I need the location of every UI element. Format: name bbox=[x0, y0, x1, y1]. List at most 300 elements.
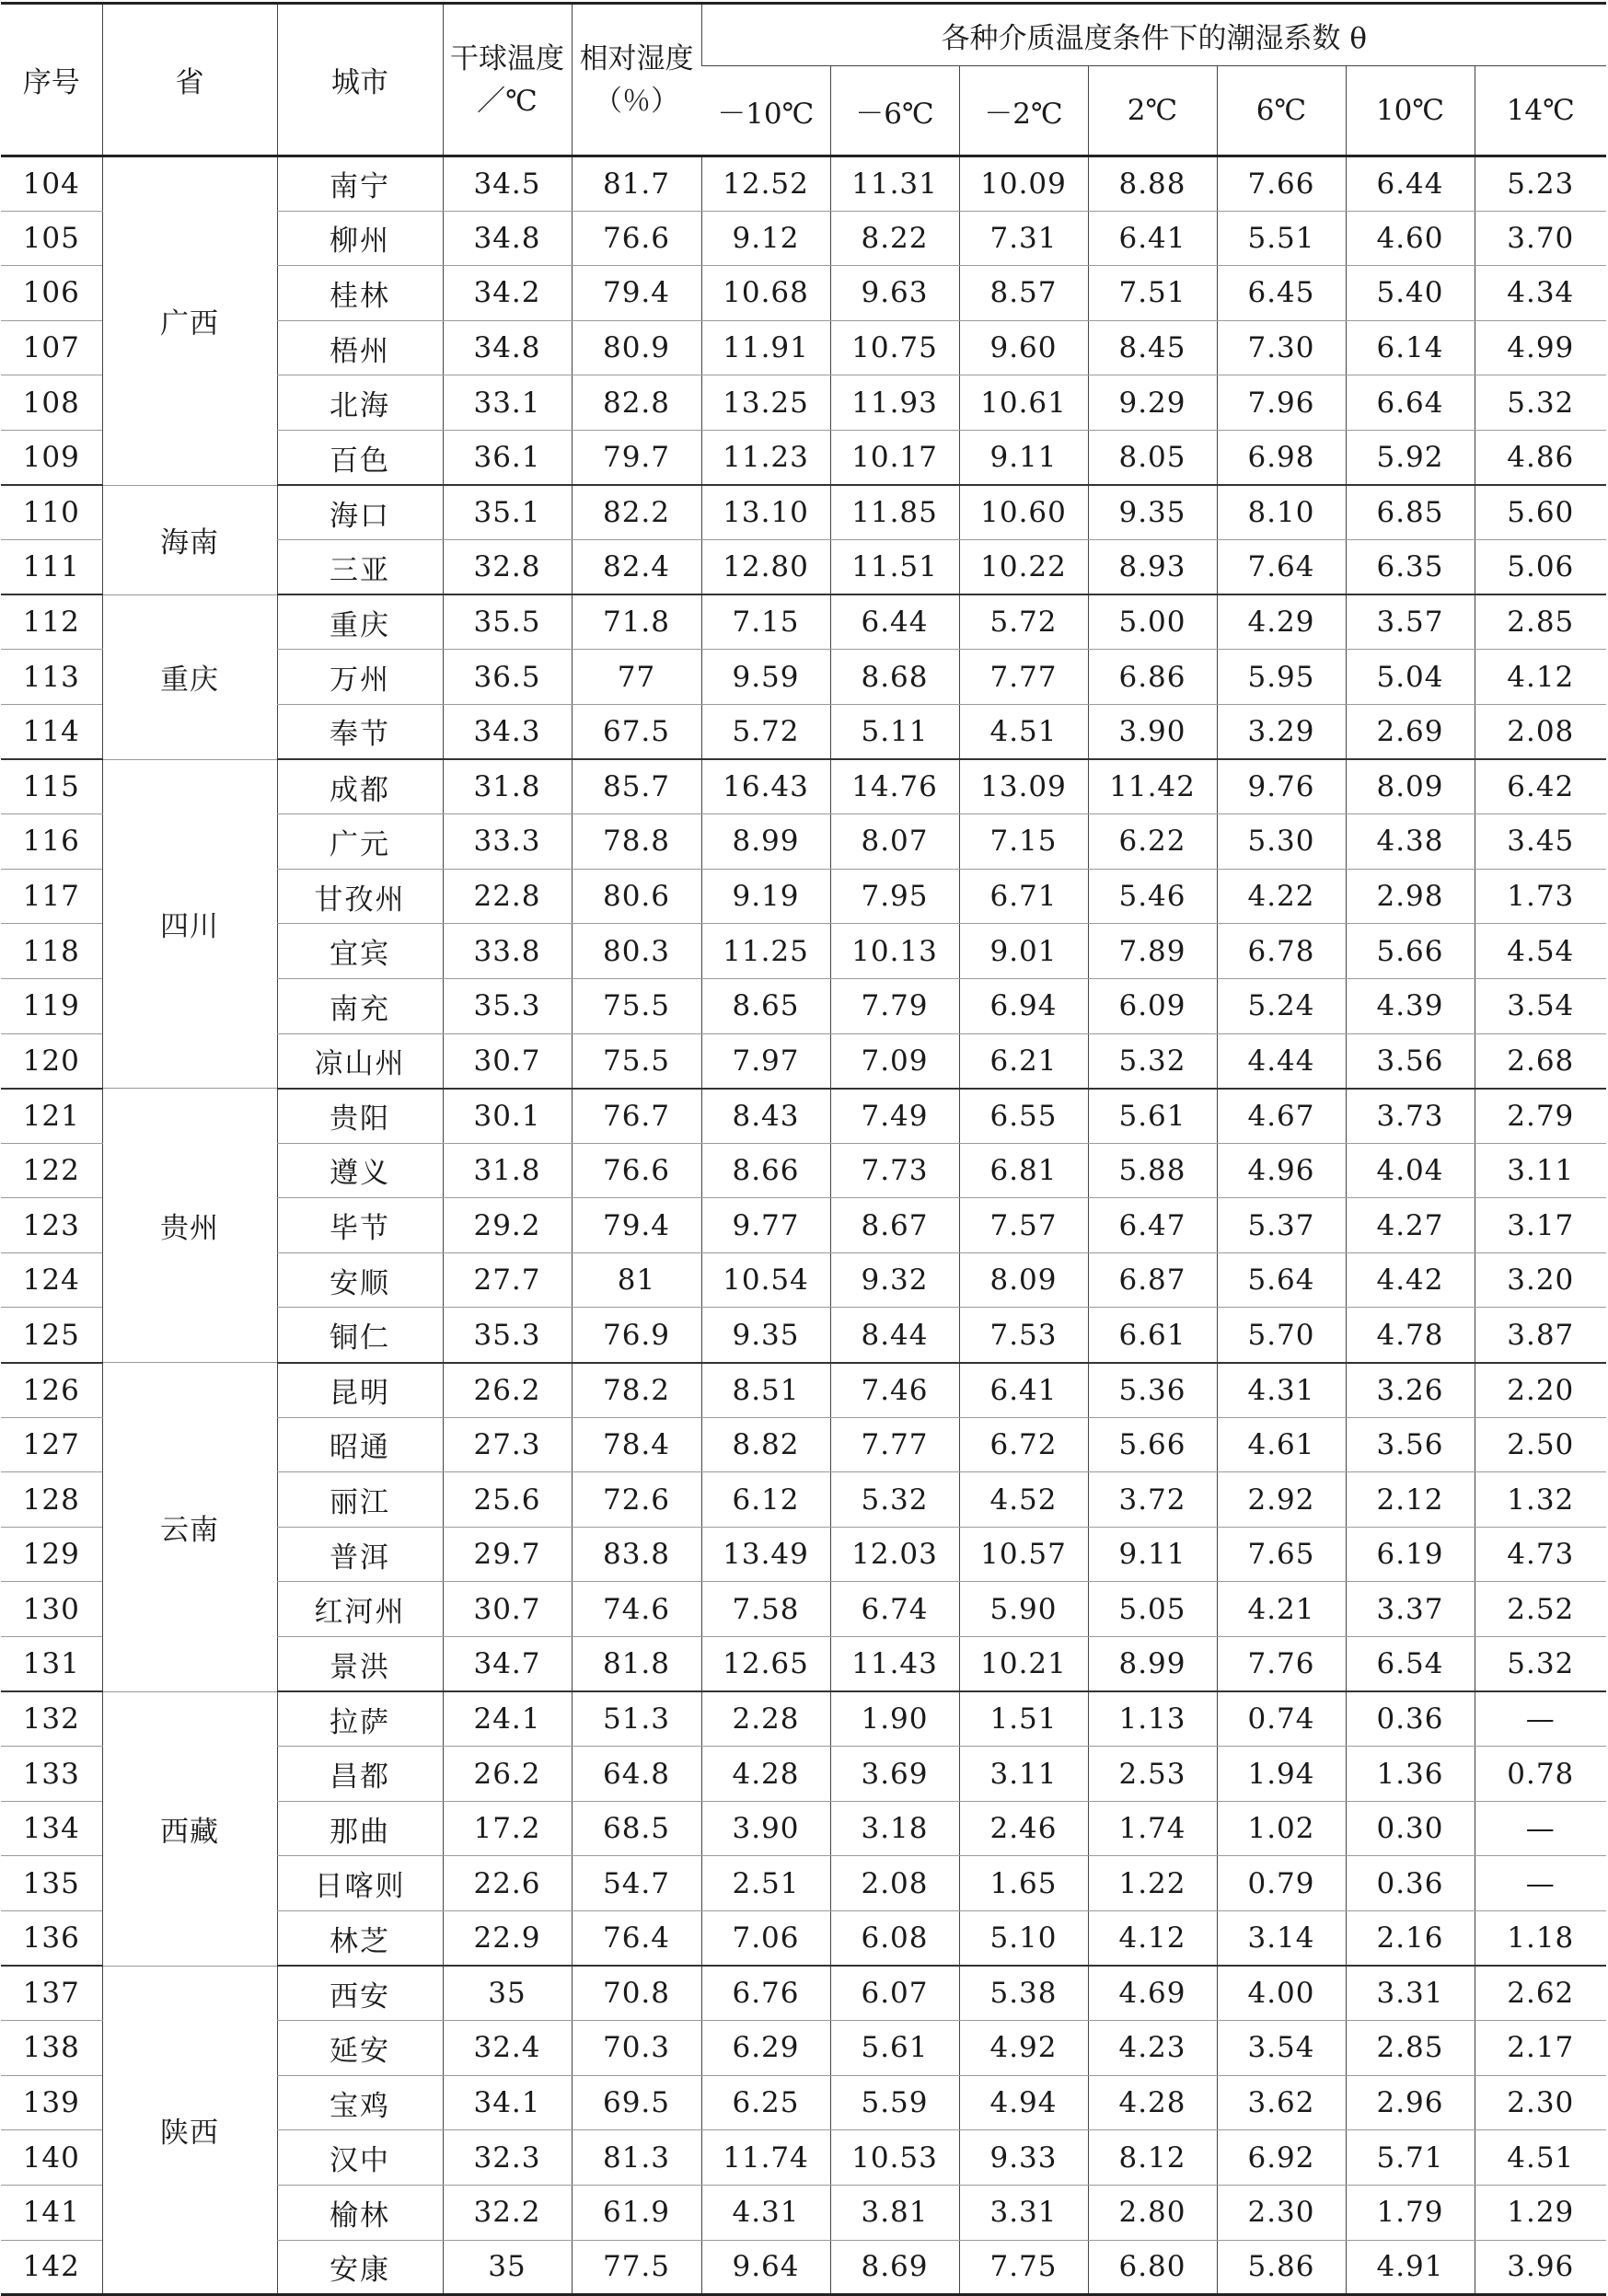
province-cell: 西藏 bbox=[102, 1691, 277, 1966]
coefficient-cell: 9.35 bbox=[1088, 485, 1217, 540]
coefficient-cell: 6.98 bbox=[1217, 430, 1346, 485]
coefficient-cell: 2.30 bbox=[1217, 2185, 1346, 2240]
dry-bulb-cell: 22.9 bbox=[443, 1911, 572, 1967]
city-cell: 林芝 bbox=[277, 1911, 443, 1967]
seq-cell: 118 bbox=[1, 924, 102, 979]
coefficient-cell: 6.22 bbox=[1088, 814, 1217, 870]
city-cell: 凉山州 bbox=[277, 1033, 443, 1089]
coefficient-cell: 1.51 bbox=[959, 1691, 1088, 1747]
coefficient-cell: 1.02 bbox=[1217, 1801, 1346, 1856]
coefficient-cell: 9.12 bbox=[701, 211, 830, 266]
dry-bulb-cell: 34.3 bbox=[443, 704, 572, 759]
dry-bulb-cell: 34.7 bbox=[443, 1637, 572, 1692]
coefficient-cell: 1.22 bbox=[1088, 1856, 1217, 1911]
coefficient-cell: 4.96 bbox=[1217, 1143, 1346, 1198]
dry-bulb-cell: 22.6 bbox=[443, 1856, 572, 1911]
coefficient-cell: 13.25 bbox=[701, 375, 830, 431]
humidity-cell: 67.5 bbox=[572, 704, 701, 759]
coefficient-cell: 4.61 bbox=[1217, 1417, 1346, 1472]
humidity-cell: 51.3 bbox=[572, 1691, 701, 1747]
coefficient-cell: 11.25 bbox=[701, 924, 830, 979]
coefficient-cell: 10.17 bbox=[830, 430, 959, 485]
coefficient-cell: 6.92 bbox=[1217, 2130, 1346, 2186]
coefficient-cell: 0.36 bbox=[1346, 1856, 1475, 1911]
humidity-cell: 82.4 bbox=[572, 540, 701, 595]
coefficient-cell: 0.74 bbox=[1217, 1691, 1346, 1747]
dry-bulb-cell: 26.2 bbox=[443, 1363, 572, 1418]
coefficient-cell: 9.60 bbox=[959, 320, 1088, 375]
coefficient-cell: 10.54 bbox=[701, 1252, 830, 1308]
dry-bulb-cell: 25.6 bbox=[443, 1472, 572, 1528]
coefficient-cell: 5.37 bbox=[1217, 1198, 1346, 1253]
dry-bulb-cell: 32.4 bbox=[443, 2021, 572, 2076]
coefficient-cell: 3.18 bbox=[830, 1801, 959, 1856]
coefficient-cell: 10.21 bbox=[959, 1637, 1088, 1692]
seq-cell: 131 bbox=[1, 1637, 102, 1692]
coefficient-cell: 9.35 bbox=[701, 1308, 830, 1363]
header-temp-3: 2℃ bbox=[1088, 66, 1217, 156]
humidity-cell: 75.5 bbox=[572, 978, 701, 1033]
coefficient-cell: 2.17 bbox=[1475, 2021, 1606, 2076]
coefficient-cell: 9.29 bbox=[1088, 375, 1217, 431]
coefficient-cell: 4.22 bbox=[1217, 869, 1346, 924]
dry-bulb-cell: 17.2 bbox=[443, 1801, 572, 1856]
humidity-cell: 82.2 bbox=[572, 485, 701, 540]
coefficient-cell: 4.28 bbox=[1088, 2075, 1217, 2130]
coefficient-cell: 6.08 bbox=[830, 1911, 959, 1967]
coefficient-cell: 2.69 bbox=[1346, 704, 1475, 759]
coefficient-cell: 5.04 bbox=[1346, 650, 1475, 705]
seq-cell: 122 bbox=[1, 1143, 102, 1198]
coefficient-cell: 4.29 bbox=[1217, 594, 1346, 650]
dry-bulb-cell: 35 bbox=[443, 1966, 572, 2021]
coefficient-cell: 8.10 bbox=[1217, 485, 1346, 540]
coefficient-cell: 8.51 bbox=[701, 1363, 830, 1418]
coefficient-cell: 4.44 bbox=[1217, 1033, 1346, 1089]
coefficient-cell: 8.43 bbox=[701, 1089, 830, 1144]
seq-cell: 117 bbox=[1, 869, 102, 924]
coefficient-cell: 3.62 bbox=[1217, 2075, 1346, 2130]
coefficient-cell: 7.66 bbox=[1217, 156, 1346, 212]
coefficient-cell: 5.06 bbox=[1475, 540, 1606, 595]
coefficient-cell: 9.64 bbox=[701, 2240, 830, 2295]
province-cell: 海南 bbox=[102, 485, 277, 594]
header-seq: 序号 bbox=[1, 4, 102, 156]
coefficient-cell: 7.30 bbox=[1217, 320, 1346, 375]
coefficient-cell: 5.64 bbox=[1217, 1252, 1346, 1308]
coefficient-cell: 7.51 bbox=[1088, 266, 1217, 321]
humidity-cell: 78.8 bbox=[572, 814, 701, 870]
coefficient-cell: 6.21 bbox=[959, 1033, 1088, 1089]
coefficient-cell: 2.46 bbox=[959, 1801, 1088, 1856]
coefficient-cell: 1.18 bbox=[1475, 1911, 1606, 1967]
city-cell: 普洱 bbox=[277, 1527, 443, 1582]
humidity-cell: 78.2 bbox=[572, 1363, 701, 1418]
humidity-cell: 70.3 bbox=[572, 2021, 701, 2076]
humidity-cell: 79.7 bbox=[572, 430, 701, 485]
dry-bulb-cell: 32.8 bbox=[443, 540, 572, 595]
coefficient-cell: 3.96 bbox=[1475, 2240, 1606, 2295]
coefficient-cell: 7.65 bbox=[1217, 1527, 1346, 1582]
coefficient-cell: 8.09 bbox=[1346, 759, 1475, 814]
header-temp-1: －6℃ bbox=[830, 66, 959, 156]
coefficient-cell: — bbox=[1475, 1856, 1606, 1911]
coefficient-cell: 6.61 bbox=[1088, 1308, 1217, 1363]
coefficient-cell: 6.78 bbox=[1217, 924, 1346, 979]
coefficient-cell: 6.87 bbox=[1088, 1252, 1217, 1308]
coefficient-cell: 2.62 bbox=[1475, 1966, 1606, 2021]
coefficient-cell: 6.41 bbox=[959, 1363, 1088, 1418]
seq-cell: 107 bbox=[1, 320, 102, 375]
coefficient-cell: 2.08 bbox=[830, 1856, 959, 1911]
seq-cell: 106 bbox=[1, 266, 102, 321]
coefficient-cell: 4.00 bbox=[1217, 1966, 1346, 2021]
coefficient-cell: 6.76 bbox=[701, 1966, 830, 2021]
coefficient-cell: 6.47 bbox=[1088, 1198, 1217, 1253]
dry-bulb-cell: 32.3 bbox=[443, 2130, 572, 2186]
dry-bulb-cell: 33.8 bbox=[443, 924, 572, 979]
coefficient-cell: 11.31 bbox=[830, 156, 959, 212]
dry-bulb-cell: 33.1 bbox=[443, 375, 572, 431]
coefficient-cell: 5.72 bbox=[959, 594, 1088, 650]
coefficient-cell: 6.94 bbox=[959, 978, 1088, 1033]
city-cell: 广元 bbox=[277, 814, 443, 870]
coefficient-cell: 8.69 bbox=[830, 2240, 959, 2295]
dry-bulb-cell: 35 bbox=[443, 2240, 572, 2295]
dry-bulb-cell: 26.2 bbox=[443, 1747, 572, 1802]
dry-bulb-cell: 35.1 bbox=[443, 485, 572, 540]
table-row bbox=[1, 1966, 1606, 2021]
coefficient-cell: 1.74 bbox=[1088, 1801, 1217, 1856]
dry-bulb-cell: 31.8 bbox=[443, 1143, 572, 1198]
seq-cell: 109 bbox=[1, 430, 102, 485]
humidity-cell: 70.8 bbox=[572, 1966, 701, 2021]
coefficient-cell: 5.86 bbox=[1217, 2240, 1346, 2295]
coefficient-cell: 5.70 bbox=[1217, 1308, 1346, 1363]
dry-bulb-cell: 29.7 bbox=[443, 1527, 572, 1582]
city-cell: 昭通 bbox=[277, 1417, 443, 1472]
dry-bulb-cell: 22.8 bbox=[443, 869, 572, 924]
coefficient-cell: 5.72 bbox=[701, 704, 830, 759]
coefficient-cell: 5.30 bbox=[1217, 814, 1346, 870]
coefficient-cell: 4.91 bbox=[1346, 2240, 1475, 2295]
coefficient-cell: 4.52 bbox=[959, 1472, 1088, 1528]
coefficient-cell: 2.79 bbox=[1475, 1089, 1606, 1144]
city-cell: 昆明 bbox=[277, 1363, 443, 1418]
coefficient-cell: 7.09 bbox=[830, 1033, 959, 1089]
city-cell: 奉节 bbox=[277, 704, 443, 759]
coefficient-cell: 8.07 bbox=[830, 814, 959, 870]
humidity-cell: 77.5 bbox=[572, 2240, 701, 2295]
coefficient-cell: 4.28 bbox=[701, 1747, 830, 1802]
coefficient-cell: 0.79 bbox=[1217, 1856, 1346, 1911]
coefficient-cell: 6.25 bbox=[701, 2075, 830, 2130]
city-cell: 三亚 bbox=[277, 540, 443, 595]
seq-cell: 129 bbox=[1, 1527, 102, 1582]
coefficient-cell: 2.30 bbox=[1475, 2075, 1606, 2130]
coefficient-cell: 10.13 bbox=[830, 924, 959, 979]
coefficient-cell: 5.32 bbox=[830, 1472, 959, 1528]
coefficient-cell: 6.07 bbox=[830, 1966, 959, 2021]
coefficient-cell: 10.68 bbox=[701, 266, 830, 321]
coefficient-cell: 6.81 bbox=[959, 1143, 1088, 1198]
coefficient-cell: 10.22 bbox=[959, 540, 1088, 595]
coefficient-cell: 3.45 bbox=[1475, 814, 1606, 870]
humidity-cell: 81.3 bbox=[572, 2130, 701, 2186]
dry-bulb-cell: 35.3 bbox=[443, 1308, 572, 1363]
coefficient-cell: 7.46 bbox=[830, 1363, 959, 1418]
coefficient-cell: 5.24 bbox=[1217, 978, 1346, 1033]
seq-cell: 128 bbox=[1, 1472, 102, 1528]
seq-cell: 108 bbox=[1, 375, 102, 431]
coefficient-cell: 7.79 bbox=[830, 978, 959, 1033]
seq-cell: 104 bbox=[1, 156, 102, 212]
coefficient-cell: 5.23 bbox=[1475, 156, 1606, 212]
coefficient-cell: 3.90 bbox=[1088, 704, 1217, 759]
seq-cell: 112 bbox=[1, 594, 102, 650]
header-temp-6: 14℃ bbox=[1475, 66, 1606, 156]
dry-bulb-cell: 35.5 bbox=[443, 594, 572, 650]
coefficient-cell: 2.92 bbox=[1217, 1472, 1346, 1528]
coefficient-cell: 6.14 bbox=[1346, 320, 1475, 375]
seq-cell: 139 bbox=[1, 2075, 102, 2130]
coefficient-cell: 2.52 bbox=[1475, 1582, 1606, 1637]
coefficient-cell: 9.76 bbox=[1217, 759, 1346, 814]
dry-bulb-cell: 30.7 bbox=[443, 1582, 572, 1637]
province-cell: 四川 bbox=[102, 759, 277, 1089]
coefficient-cell: 6.41 bbox=[1088, 211, 1217, 266]
coefficient-cell: 4.42 bbox=[1346, 1252, 1475, 1308]
coefficient-cell: 14.76 bbox=[830, 759, 959, 814]
coefficient-cell: 4.67 bbox=[1217, 1089, 1346, 1144]
city-cell: 铜仁 bbox=[277, 1308, 443, 1363]
seq-cell: 141 bbox=[1, 2185, 102, 2240]
coefficient-cell: 6.19 bbox=[1346, 1527, 1475, 1582]
city-cell: 毕节 bbox=[277, 1198, 443, 1253]
coefficient-cell: 6.71 bbox=[959, 869, 1088, 924]
coefficient-cell: 8.93 bbox=[1088, 540, 1217, 595]
humidity-cell: 64.8 bbox=[572, 1747, 701, 1802]
coefficient-cell: 7.96 bbox=[1217, 375, 1346, 431]
seq-cell: 123 bbox=[1, 1198, 102, 1253]
coefficient-cell: 7.15 bbox=[701, 594, 830, 650]
seq-cell: 115 bbox=[1, 759, 102, 814]
city-cell: 丽江 bbox=[277, 1472, 443, 1528]
dry-bulb-cell: 34.8 bbox=[443, 211, 572, 266]
coefficient-cell: 3.37 bbox=[1346, 1582, 1475, 1637]
dry-bulb-cell: 27.7 bbox=[443, 1252, 572, 1308]
coefficient-cell: 3.70 bbox=[1475, 211, 1606, 266]
table-row bbox=[1, 759, 1606, 814]
dry-bulb-cell: 36.5 bbox=[443, 650, 572, 705]
city-cell: 那曲 bbox=[277, 1801, 443, 1856]
coefficient-cell: 7.64 bbox=[1217, 540, 1346, 595]
coefficient-cell: 0.78 bbox=[1475, 1747, 1606, 1802]
seq-cell: 138 bbox=[1, 2021, 102, 2076]
coefficient-cell: 9.11 bbox=[1088, 1527, 1217, 1582]
coefficient-cell: 6.54 bbox=[1346, 1637, 1475, 1692]
coefficient-cell: 16.43 bbox=[701, 759, 830, 814]
seq-cell: 113 bbox=[1, 650, 102, 705]
coefficient-cell: 9.19 bbox=[701, 869, 830, 924]
coefficient-cell: 1.90 bbox=[830, 1691, 959, 1747]
city-cell: 榆林 bbox=[277, 2185, 443, 2240]
humidity-cell: 76.4 bbox=[572, 1911, 701, 1967]
seq-cell: 137 bbox=[1, 1966, 102, 2021]
humidity-cell: 76.9 bbox=[572, 1308, 701, 1363]
coefficient-cell: 5.38 bbox=[959, 1966, 1088, 2021]
dry-bulb-cell: 30.7 bbox=[443, 1033, 572, 1089]
seq-cell: 119 bbox=[1, 978, 102, 1033]
coefficient-cell: 11.51 bbox=[830, 540, 959, 595]
dry-bulb-cell: 35.3 bbox=[443, 978, 572, 1033]
humidity-cell: 80.3 bbox=[572, 924, 701, 979]
city-cell: 遵义 bbox=[277, 1143, 443, 1198]
coefficient-cell: 8.45 bbox=[1088, 320, 1217, 375]
coefficient-cell: 9.01 bbox=[959, 924, 1088, 979]
header-city: 城市 bbox=[277, 4, 443, 156]
coefficient-cell: 3.11 bbox=[1475, 1143, 1606, 1198]
seq-cell: 133 bbox=[1, 1747, 102, 1802]
coefficient-cell: 2.98 bbox=[1346, 869, 1475, 924]
coefficient-cell: 1.94 bbox=[1217, 1747, 1346, 1802]
coefficient-cell: 10.09 bbox=[959, 156, 1088, 212]
city-cell: 重庆 bbox=[277, 594, 443, 650]
dry-bulb-cell: 34.1 bbox=[443, 2075, 572, 2130]
coefficient-cell: 12.52 bbox=[701, 156, 830, 212]
coefficient-cell: 3.87 bbox=[1475, 1308, 1606, 1363]
coefficient-cell: 7.31 bbox=[959, 211, 1088, 266]
coefficient-cell: 12.80 bbox=[701, 540, 830, 595]
coefficient-cell: 1.32 bbox=[1475, 1472, 1606, 1528]
coefficient-cell: 5.59 bbox=[830, 2075, 959, 2130]
coefficient-cell: 6.35 bbox=[1346, 540, 1475, 595]
dry-bulb-cell: 29.2 bbox=[443, 1198, 572, 1253]
coefficient-cell: — bbox=[1475, 1691, 1606, 1747]
coefficient-cell: 4.51 bbox=[1475, 2130, 1606, 2186]
coefficient-cell: 5.00 bbox=[1088, 594, 1217, 650]
coefficient-cell: 11.43 bbox=[830, 1637, 959, 1692]
coefficient-cell: 6.64 bbox=[1346, 375, 1475, 431]
coefficient-cell: 4.78 bbox=[1346, 1308, 1475, 1363]
humidity-cell: 81 bbox=[572, 1252, 701, 1308]
coefficient-cell: 3.57 bbox=[1346, 594, 1475, 650]
coefficient-cell: 5.11 bbox=[830, 704, 959, 759]
seq-cell: 110 bbox=[1, 485, 102, 540]
dry-bulb-cell: 33.3 bbox=[443, 814, 572, 870]
humidity-cell: 80.6 bbox=[572, 869, 701, 924]
dry-bulb-cell: 34.5 bbox=[443, 156, 572, 212]
coefficient-cell: 5.32 bbox=[1475, 375, 1606, 431]
header-temp-5: 10℃ bbox=[1346, 66, 1475, 156]
coefficient-cell: 10.53 bbox=[830, 2130, 959, 2186]
coefficient-cell: 3.20 bbox=[1475, 1252, 1606, 1308]
seq-cell: 135 bbox=[1, 1856, 102, 1911]
coefficient-cell: 11.42 bbox=[1088, 759, 1217, 814]
humidity-cell: 81.8 bbox=[572, 1637, 701, 1692]
coefficient-cell: 3.17 bbox=[1475, 1198, 1606, 1253]
coefficient-cell: 1.13 bbox=[1088, 1691, 1217, 1747]
city-cell: 日喀则 bbox=[277, 1856, 443, 1911]
city-cell: 柳州 bbox=[277, 211, 443, 266]
coefficient-cell: 8.44 bbox=[830, 1308, 959, 1363]
coefficient-cell: 5.71 bbox=[1346, 2130, 1475, 2186]
coefficient-cell: 6.86 bbox=[1088, 650, 1217, 705]
coefficient-cell: 5.32 bbox=[1088, 1033, 1217, 1089]
city-cell: 贵阳 bbox=[277, 1089, 443, 1144]
coefficient-cell: 11.23 bbox=[701, 430, 830, 485]
coefficient-cell: 4.21 bbox=[1217, 1582, 1346, 1637]
coefficient-cell: 9.32 bbox=[830, 1252, 959, 1308]
coefficient-cell: 4.73 bbox=[1475, 1527, 1606, 1582]
coefficient-cell: 10.61 bbox=[959, 375, 1088, 431]
coefficient-cell: 0.30 bbox=[1346, 1801, 1475, 1856]
city-cell: 宜宾 bbox=[277, 924, 443, 979]
coefficient-cell: 4.99 bbox=[1475, 320, 1606, 375]
coefficient-cell: 2.12 bbox=[1346, 1472, 1475, 1528]
coefficient-cell: 2.50 bbox=[1475, 1417, 1606, 1472]
coefficient-cell: 4.23 bbox=[1088, 2021, 1217, 2076]
coefficient-cell: 7.77 bbox=[830, 1417, 959, 1472]
dry-bulb-cell: 34.8 bbox=[443, 320, 572, 375]
coefficient-cell: 12.65 bbox=[701, 1637, 830, 1692]
coefficient-cell: 4.12 bbox=[1475, 650, 1606, 705]
coefficient-cell: 3.14 bbox=[1217, 1911, 1346, 1967]
coefficient-cell: 9.63 bbox=[830, 266, 959, 321]
coefficient-cell: 7.76 bbox=[1217, 1637, 1346, 1692]
humidity-cell: 76.6 bbox=[572, 211, 701, 266]
coefficient-cell: 2.85 bbox=[1475, 594, 1606, 650]
coefficient-cell: 1.79 bbox=[1346, 2185, 1475, 2240]
dry-bulb-cell: 31.8 bbox=[443, 759, 572, 814]
seq-cell: 114 bbox=[1, 704, 102, 759]
seq-cell: 121 bbox=[1, 1089, 102, 1144]
humidity-cell: 71.8 bbox=[572, 594, 701, 650]
coefficient-cell: 8.66 bbox=[701, 1143, 830, 1198]
coefficient-cell: 3.56 bbox=[1346, 1033, 1475, 1089]
coefficient-cell: 8.09 bbox=[959, 1252, 1088, 1308]
coefficient-cell: 3.69 bbox=[830, 1747, 959, 1802]
humidity-cell: 80.9 bbox=[572, 320, 701, 375]
coefficient-cell: 8.12 bbox=[1088, 2130, 1217, 2186]
coefficient-cell: 6.42 bbox=[1475, 759, 1606, 814]
seq-cell: 120 bbox=[1, 1033, 102, 1089]
humidity-cell: 72.6 bbox=[572, 1472, 701, 1528]
city-cell: 景洪 bbox=[277, 1637, 443, 1692]
coefficient-cell: 2.96 bbox=[1346, 2075, 1475, 2130]
coefficient-cell: 11.93 bbox=[830, 375, 959, 431]
seq-cell: 130 bbox=[1, 1582, 102, 1637]
coefficient-cell: 9.11 bbox=[959, 430, 1088, 485]
coefficient-cell: 5.05 bbox=[1088, 1582, 1217, 1637]
seq-cell: 105 bbox=[1, 211, 102, 266]
coefficient-cell: 4.38 bbox=[1346, 814, 1475, 870]
seq-cell: 132 bbox=[1, 1691, 102, 1747]
coefficient-cell: 8.22 bbox=[830, 211, 959, 266]
coefficient-cell: 7.97 bbox=[701, 1033, 830, 1089]
coefficient-cell: 10.60 bbox=[959, 485, 1088, 540]
header-temp-2: －2℃ bbox=[959, 66, 1088, 156]
header-temp-4: 6℃ bbox=[1217, 66, 1346, 156]
coefficient-cell: 7.58 bbox=[701, 1582, 830, 1637]
city-cell: 百色 bbox=[277, 430, 443, 485]
table-row bbox=[1, 1089, 1606, 1144]
seq-cell: 136 bbox=[1, 1911, 102, 1967]
coefficient-cell: 1.29 bbox=[1475, 2185, 1606, 2240]
city-cell: 桂林 bbox=[277, 266, 443, 321]
coefficient-cell: 2.68 bbox=[1475, 1033, 1606, 1089]
city-cell: 延安 bbox=[277, 2021, 443, 2076]
